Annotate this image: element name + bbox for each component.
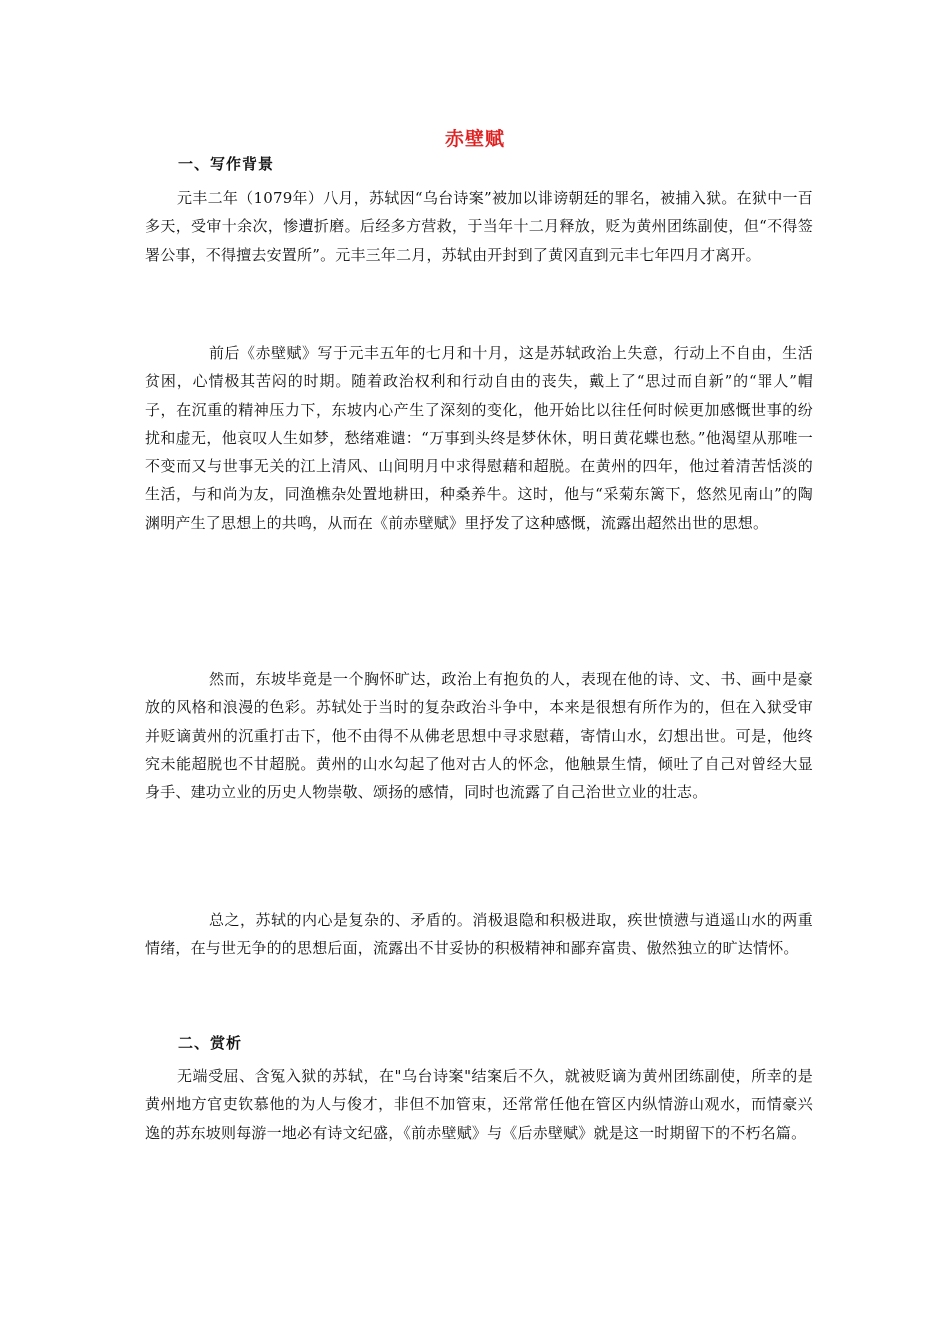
paragraph-background-2: 前后《赤壁赋》写于元丰五年的七月和十月，这是苏轼政治上失意，行动上不自由，生活贫困，心情极其苦闷的时期。随着政治权利和行动自由的丧失，戴上了“思过而自新”的“罪人”帽子，在沉重的精神压力下，东坡内心产生了深刻的变化，他开始比以往任何时候更加感慨世事的纷扰和虚无，他哀叹人生如梦，愁绪难谴：“万事到头终是梦休休，明日黄花蝶也愁。”他渴望从那唯一不变而又与世事无关的江上清风、山间明月中求得慰藉和超脱。在黄州的四年，他过着清苦恬淡的生活，与和尚为友，同渔樵杂处置地耕田，种桑养牛。这时，他与“采菊东篱下，悠然见南山”的陶渊明产生了思想上的共鸣，从而在《前赤壁赋》里抒发了这种感慨，流露出超然出世的思想。 <box>145 344 813 532</box>
paragraph-appreciation-1: 无端受屈、含冤入狱的苏轼，在"乌台诗案"结案后不久，就被贬谪为黄州团练副使，所幸的是黄州地方官吏钦慕他的为人与俊才，非但不加管束，还常常任他在管区内纵情游山观水，而情豪兴逸的苏东坡则每游一地必有诗文纪盛，《前赤壁赋》与《后赤壁赋》就是这一时期留下的不朽名篇。 <box>145 1067 813 1142</box>
document-title: 赤壁赋 <box>444 128 505 150</box>
section-heading-appreciation: 二、赏析 <box>178 1034 243 1052</box>
paragraph-background-1: 元丰二年（1079年）八月，苏轼因“乌台诗案”被加以诽谤朝廷的罪名，被捕入狱。在狱中一百多天，受审十余次，惨遭折磨。后经多方营救，于当年十二月释放，贬为黄州团练副使，但“不得签署公事，不得擅去安置所”。元丰三年二月，苏轼由开封到了黄冈直到元丰七年四月才离开。 <box>145 189 813 264</box>
paragraph-background-3: 然而，东坡毕竟是一个胸怀旷达，政治上有抱负的人，表现在他的诗、文、书、画中是豪放的风格和浪漫的色彩。苏轼处于当时的复杂政治斗争中，本来是很想有所作为的，但在入狱受审并贬谪黄州的沉重打击下，他不由得不从佛老思想中寻求慰藉，寄情山水，幻想出世。可是，他终究未能超脱也不甘超脱。黄州的山水勾起了他对古人的怀念，他触景生情，倾吐了自己对曾经大显身手、建功立业的历史人物崇敬、颂扬的感情，同时也流露了自己治世立业的壮志。 <box>145 670 813 802</box>
section-heading-background: 一、写作背景 <box>178 155 275 173</box>
paragraph-background-4: 总之，苏轼的内心是复杂的、矛盾的。消极退隐和积极进取，疾世愤懑与逍遥山水的两重情绪，在与世无争的的思想后面，流露出不甘妥协的积极精神和鄙弃富贵、傲然独立的旷达情怀。 <box>145 911 813 958</box>
